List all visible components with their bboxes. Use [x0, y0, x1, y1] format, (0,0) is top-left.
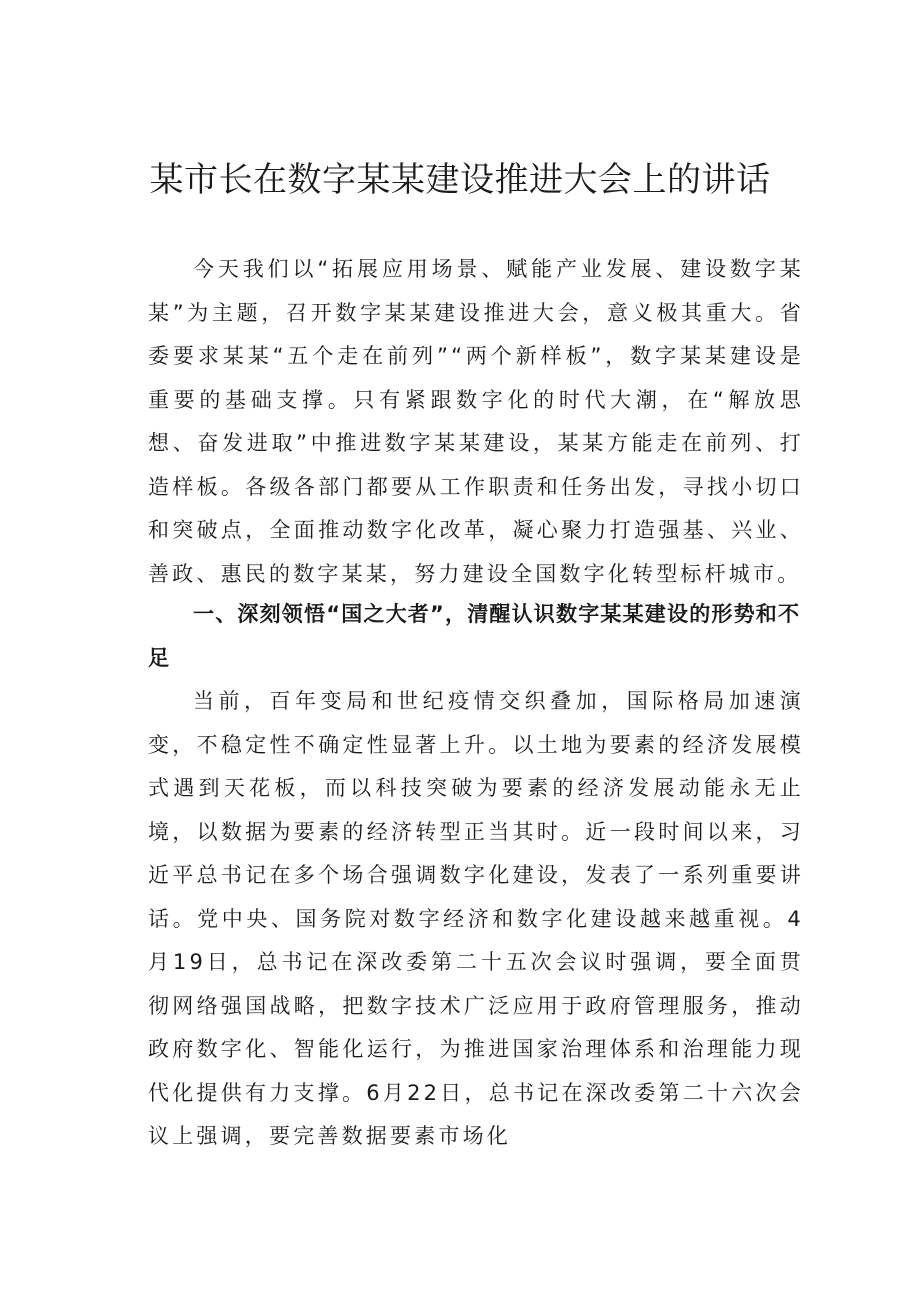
paragraph-text: 今天我们以“拓展应用场景、赋能产业发展、建设数字某某”为主题，召开数字某某建设推进大会，意义极其重大。省委要求某某“五个走在前列”“两个新样板”，数字某某建设是重要的基础支撑。只有紧跟数字化的时代大潮，在“解放思想、奋发进取”中推进数字某某建设，某某方能走在前列、打造样板。各级各部门都要从工作职责和任务出发，寻找小切口和突破点，全面推动数字化改革，凝心聚力打造强基、兴业、善政、惠民的数字某某，努力建设全国数字化转型标杆城市。: [148, 257, 804, 586]
paragraph-text: 当前，百年变局和世纪疫情交织叠加，国际格局加速演变，不稳定性不确定性显著上升。以土地为要素的经济发展模式遇到天花板，而以科技突破为要素的经济发展动能永无止境，以数据为要素的经济转型正当其时。近一段时间以来，习近平总书记在多个场合强调数字化建设，发表了一系列重要讲话。党中央、国务院对数字经济和数字化建设越来越重视。4月19日，总书记在深改委第二十五次会议时强调，要全面贯彻网络强国战略，把数字技术广泛应用于政府管理服务，推动政府数字化、智能化运行，为推进国家治理体系和治理能力现代化提供有力支撑。6月22日，总书记在深改委第二十六次会议上强调，要完善数据要素市场化: [148, 689, 804, 1148]
section-paragraph: [148, 680, 804, 1159]
section-heading: 一、深刻领悟“国之大者”，清醒认识数字某某建设的形势和不足: [148, 602, 801, 670]
document-title: 某市长在数字某某建设推进大会上的讲话: [149, 160, 771, 200]
intro-paragraph: [148, 248, 804, 596]
